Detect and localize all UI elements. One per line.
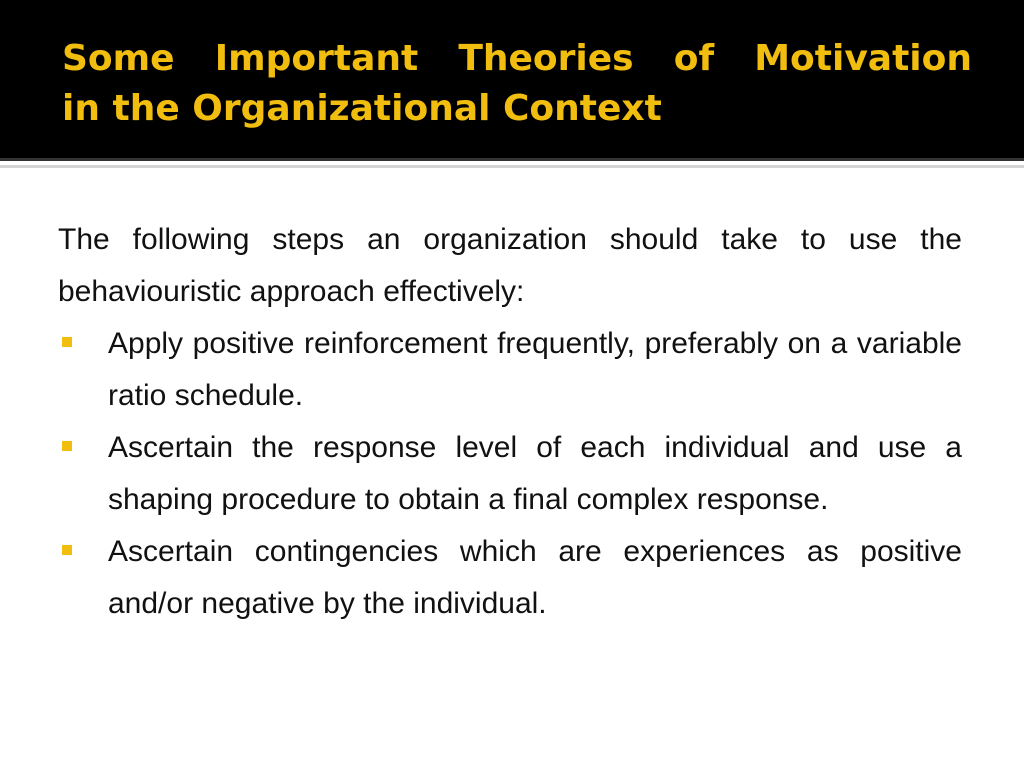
bullet-list: [58, 318, 962, 630]
title-divider-light: [0, 165, 1024, 168]
bullet-item: [58, 526, 962, 630]
intro-paragraph: The following steps an organization should take to use the behaviouristic approach effectively:: [58, 223, 962, 308]
bullet-text: Ascertain contingencies which are experiences as positive and/or negative by the individual.: [108, 535, 962, 620]
slide-title-line-1: Some Important Theories of Motivation: [62, 38, 972, 79]
title-bar: [0, 0, 1024, 158]
bullet-text: Ascertain the response level of each individual and use a shaping procedure to obtain a final complex response.: [108, 431, 962, 516]
square-bullet-icon: [62, 337, 72, 347]
square-bullet-icon: [62, 545, 72, 555]
slide-body: [58, 214, 962, 630]
slide-title-line-2: in the Organizational Context: [62, 88, 662, 129]
bullet-item: [58, 422, 962, 526]
square-bullet-icon: [62, 441, 72, 451]
bullet-item: [58, 318, 962, 422]
title-divider-dark: [0, 158, 1024, 161]
slide-title: [62, 34, 972, 134]
bullet-text: Apply positive reinforcement frequently, preferably on a variable ratio schedule.: [108, 327, 962, 412]
